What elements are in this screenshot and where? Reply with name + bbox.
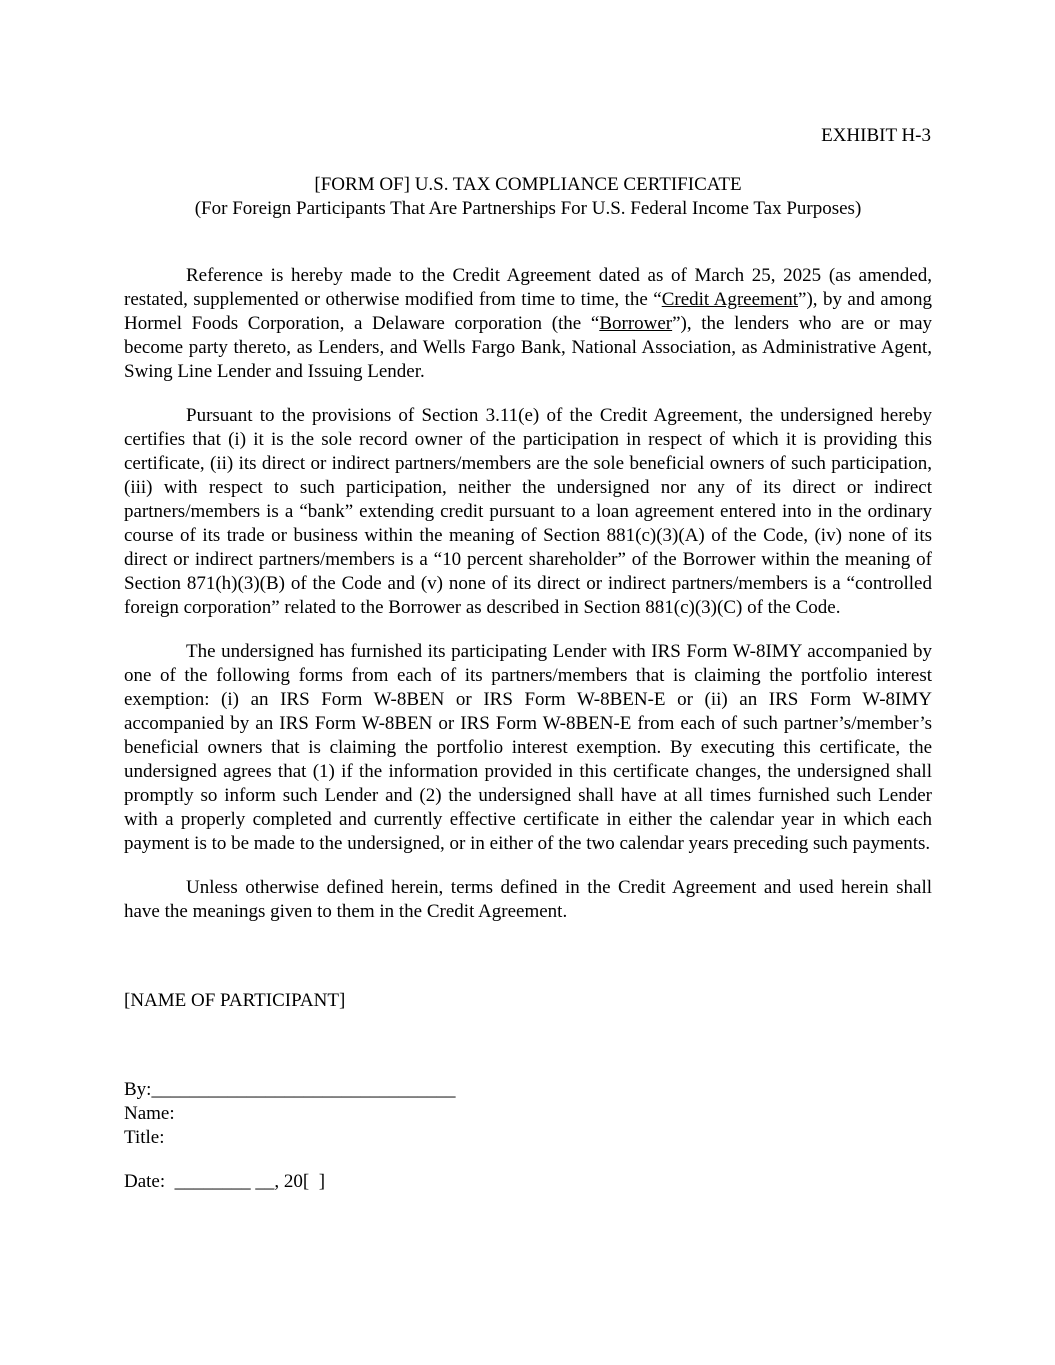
- title-line-1: [FORM OF] U.S. TAX COMPLIANCE CERTIFICATE: [314, 174, 742, 195]
- p1-text-b: ”), by and among Hormel Foods Corporation, a Delaware corporation (the “: [124, 289, 932, 334]
- signature-block: [124, 1078, 455, 1150]
- paragraph-reference: [124, 264, 932, 384]
- document-body: [124, 264, 932, 924]
- paragraph-certification: Pursuant to the provisions of Section 3.11(e) of the Credit Agreement, the undersigned hereby certifies that (i) it is the sole record owner of the participation in respect of which it is providing this certificate, (ii) its direct or indirect partners/members are the sole beneficial owners of such participation, (iii) with respect to such participation, neither the undersigned nor any of its direct or indirect partners/members is a “bank” extending credit pursuant to a loan agreement entered into in the ordinary course of its trade or business within the meaning of Section 881(c)(3)(A) of the Code, (iv) none of its direct or indirect partners/members is a “10 percent shareholder” of the Borrower within the meaning of Section 871(h)(3)(B) of the Code and (v) none of its direct or indirect partners/members is a “controlled foreign corporation” related to the Borrower as described in Section 881(c)(3)(C) of the Code.: [124, 405, 932, 618]
- date-line: Date: ________ __, 20[ ]: [124, 1171, 326, 1192]
- p1-text-a: Reference is hereby made to the Credit Agreement dated as of March 25, 2025 (as amended, restated, supplemented or otherwise modified from time to time, the “: [124, 265, 932, 310]
- signature-name-label: Name:: [124, 1103, 175, 1124]
- title-line-2: (For Foreign Participants That Are Partnerships For U.S. Federal Income Tax Purposes): [194, 198, 862, 219]
- form-title: [124, 173, 932, 221]
- signature-by-line: By:________________________________: [124, 1079, 456, 1100]
- paragraph-definitions: Unless otherwise defined herein, terms defined in the Credit Agreement and used herein shall have the meanings given to them in the Credit Agreement.: [124, 877, 932, 922]
- exhibit-label: EXHIBIT H-3: [821, 125, 931, 146]
- participant-name: [NAME OF PARTICIPANT]: [124, 990, 346, 1011]
- signature-title-label: Title:: [124, 1127, 165, 1148]
- paragraph-forms: The undersigned has furnished its participating Lender with IRS Form W-8IMY accompanied by one of the following forms from each of its partners/members that is claiming the portfolio interest exemption: (i) an IRS Form W-8BEN or IRS Form W-8BEN-E or (ii) an IRS Form W-8IMY accompanied by an IRS Form W-8BEN or IRS Form W-8BEN-E from each of such partner’s/member’s beneficial owners that is claiming the portfolio interest exemption. By executing this certificate, the undersigned agrees that (1) if the information provided in this certificate changes, the undersigned shall promptly so inform such Lender and (2) the undersigned shall have at all times furnished such Lender with a properly completed and currently effective certificate in either the calendar year in which each payment is to be made to the undersigned, or in either of the two calendar years preceding such payments.: [124, 641, 932, 854]
- borrower-term: Borrower: [599, 313, 673, 334]
- p1-text-c: ”), the lenders who are or may become party thereto, as Lenders, and Wells Fargo Bank, National Association, as Administrative Agent, Swing Line Lender and Issuing Lender.: [124, 313, 932, 382]
- credit-agreement-term: Credit Agreement: [661, 289, 799, 310]
